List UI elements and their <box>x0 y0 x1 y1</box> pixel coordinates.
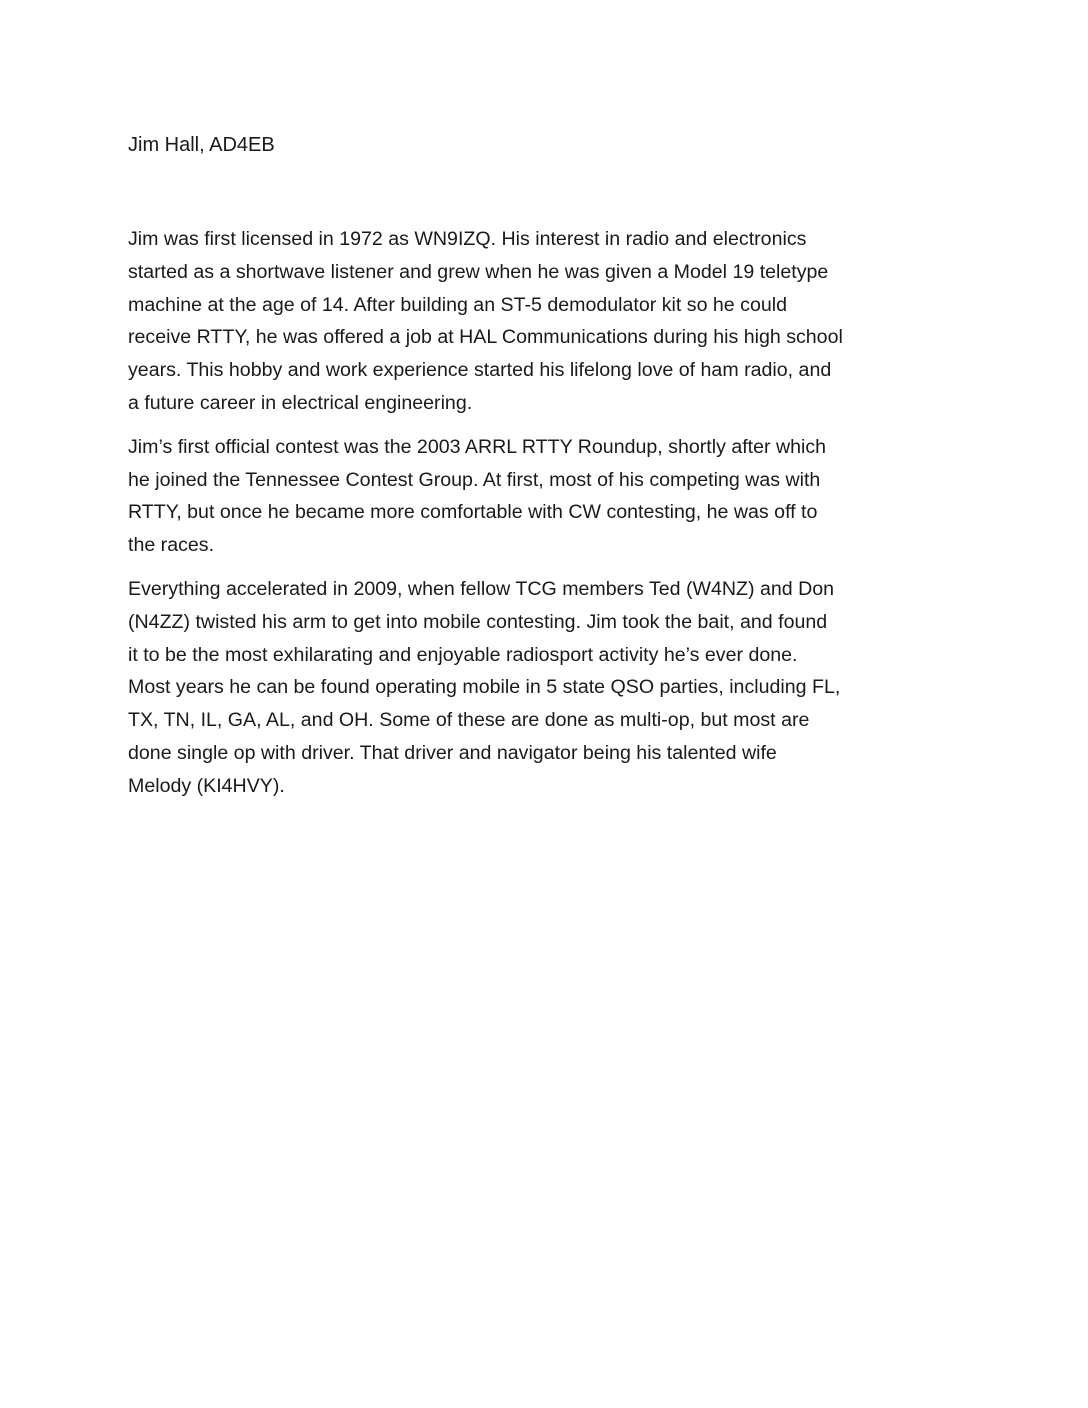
text-line: the races. <box>128 534 215 557</box>
text-line: he joined the Tennessee Contest Group. At first, most of his competing was with <box>128 468 821 491</box>
document-body <box>128 223 978 814</box>
text-line: it to be the most exhilarating and enjoyable radiosport activity he’s ever done. <box>128 643 798 666</box>
text-line: machine at the age of 14. After building an ST-5 demodulator kit so he could <box>128 293 787 316</box>
text-line: receive RTTY, he was offered a job at HAL Communications during his high school <box>128 326 843 349</box>
text-line: Jim was first licensed in 1972 as WN9IZQ. His interest in radio and electronics <box>128 228 807 250</box>
paragraph-first-contest <box>128 431 978 562</box>
text-line: Everything accelerated in 2009, when fellow TCG members Ted (W4NZ) and Don <box>128 577 835 600</box>
paragraph-licensing <box>128 223 978 420</box>
text-line: RTTY, but once he became more comfortable with CW contesting, he was off to <box>128 501 818 524</box>
document-title: Jim Hall, AD4EB <box>128 134 275 156</box>
text-line: Melody (KI4HVY). <box>128 774 285 797</box>
text-line: Jim’s first official contest was the 2003 ARRL RTTY Roundup, shortly after which <box>128 435 827 458</box>
text-line: done single op with driver. That driver and navigator being his talented wife <box>128 741 777 764</box>
text-line: a future career in electrical engineering. <box>128 391 473 414</box>
text-line: Most years he can be found operating mobile in 5 state QSO parties, including FL, <box>128 676 841 699</box>
text-line: (N4ZZ) twisted his arm to get into mobile contesting. Jim took the bait, and found <box>128 610 828 633</box>
text-line: years. This hobby and work experience started his lifelong love of ham radio, and <box>128 359 832 382</box>
paragraph-mobile-contesting <box>128 573 978 803</box>
text-line: TX, TN, IL, GA, AL, and OH. Some of these are done as multi-op, but most are <box>128 709 810 732</box>
text-line: started as a shortwave listener and grew when he was given a Model 19 teletype <box>128 260 829 283</box>
